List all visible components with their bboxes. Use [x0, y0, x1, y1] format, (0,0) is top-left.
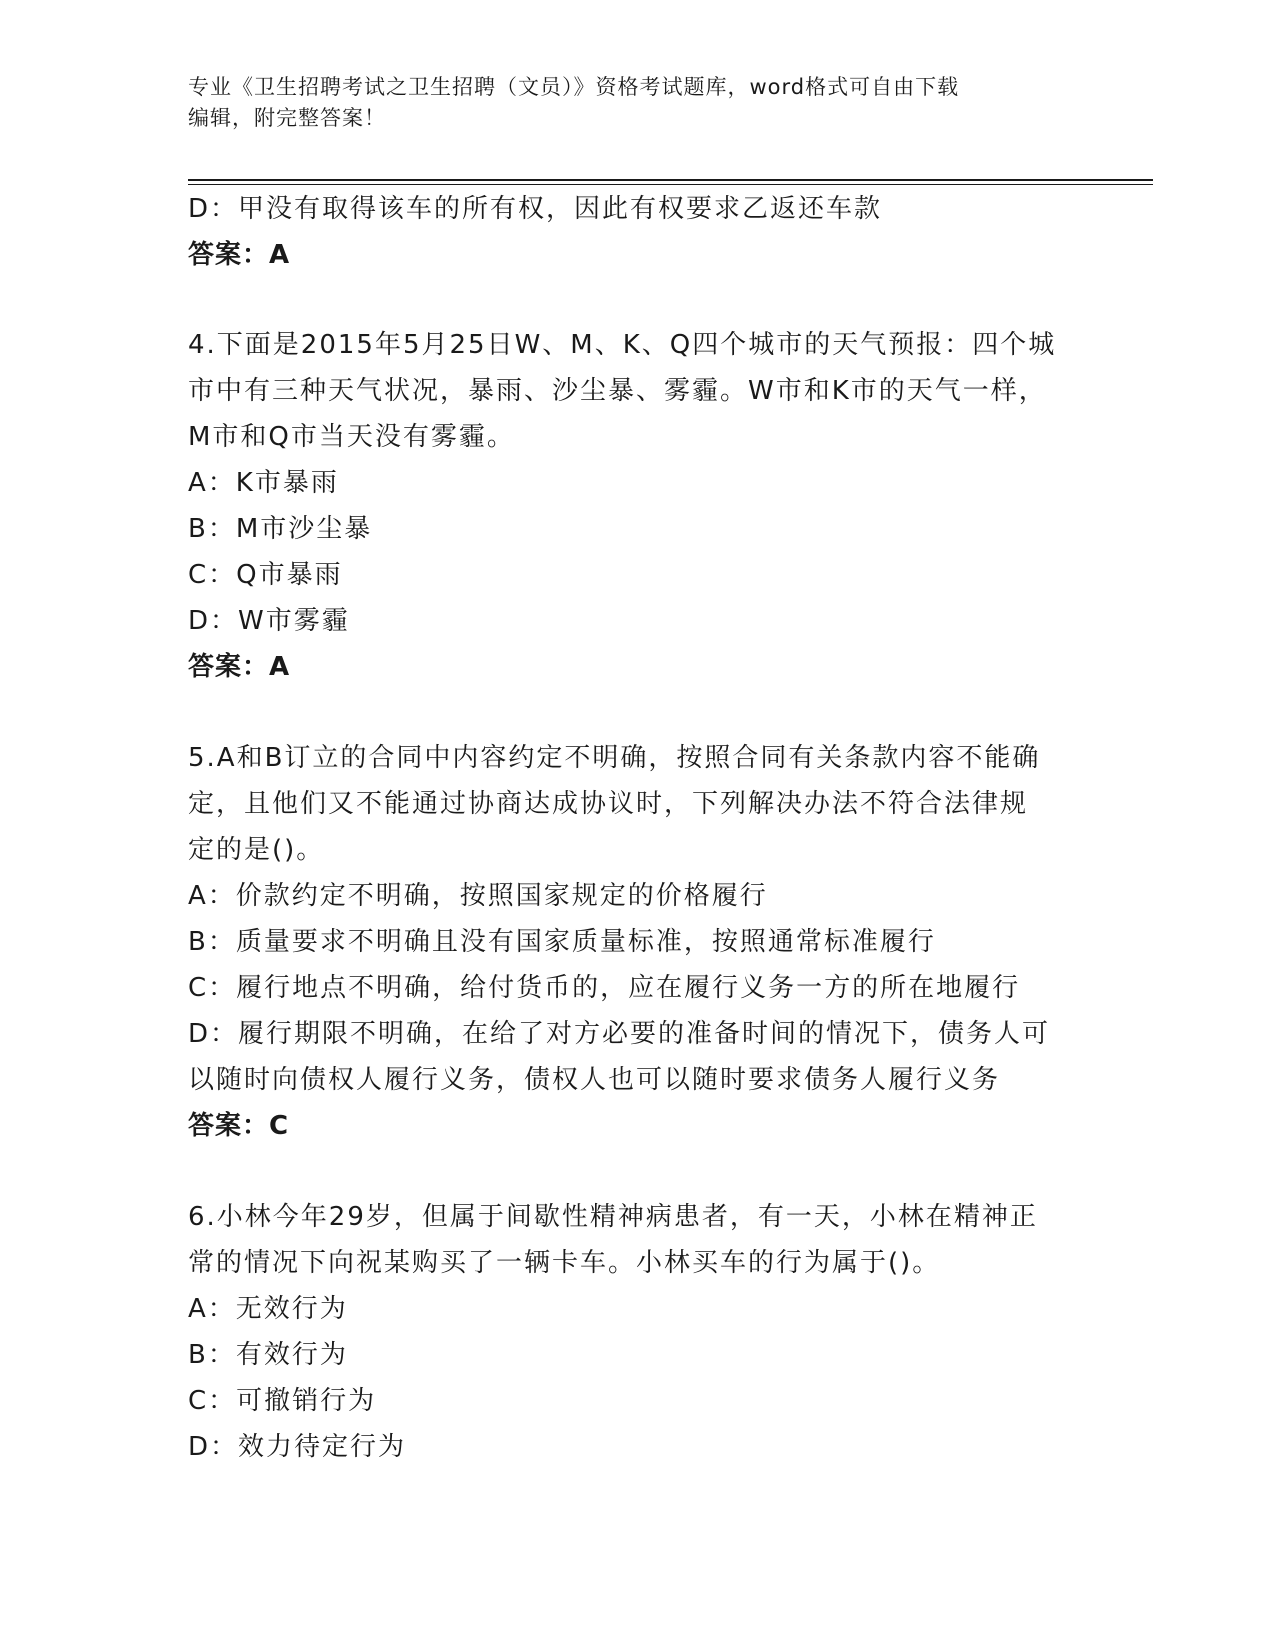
q5-stem-line: 5.A和B订立的合同中内容约定不明确，按照合同有关条款内容不能确 — [188, 743, 1041, 773]
question-6 — [188, 1194, 1088, 1470]
header-rule-thick — [188, 179, 1153, 181]
q6-option-c: C：可撤销行为 — [188, 1386, 377, 1416]
q4-option-a: A：K市暴雨 — [188, 468, 339, 498]
prev-answer: 答案：A — [188, 240, 291, 270]
q5-stem-line: 定的是()。 — [188, 835, 325, 865]
question-4 — [188, 322, 1088, 690]
prev-option-d: D：甲没有取得该车的所有权，因此有权要求乙返还车款 — [188, 194, 883, 224]
q6-stem-line: 6.小林今年29岁，但属于间歇性精神病患者，有一天，小林在精神正 — [188, 1202, 1038, 1232]
header-line-2: 编辑，附完整答案！ — [188, 106, 386, 130]
q4-option-b: B：M市沙尘暴 — [188, 514, 373, 544]
q4-stem-line: 4.下面是2015年5月25日W、M、K、Q四个城市的天气预报：四个城 — [188, 330, 1057, 360]
q4-option-c: C：Q市暴雨 — [188, 560, 343, 590]
document-header — [188, 72, 1088, 134]
question-content — [188, 186, 1088, 1470]
q4-stem-line: 市中有三种天气状况，暴雨、沙尘暴、雾霾。W市和K市的天气一样， — [188, 376, 1047, 406]
q6-option-a: A：无效行为 — [188, 1294, 348, 1324]
q5-option-b: B：质量要求不明确且没有国家质量标准，按照通常标准履行 — [188, 927, 936, 957]
q5-option-d-cont: 以随时向债权人履行义务，债权人也可以随时要求债务人履行义务 — [188, 1065, 1001, 1095]
header-line-1: 专业《卫生招聘考试之卫生招聘（文员）》资格考试题库，word格式可自由下载 — [188, 75, 960, 99]
q5-option-c: C：履行地点不明确，给付货币的，应在履行义务一方的所在地履行 — [188, 973, 1021, 1003]
q5-stem-line: 定，且他们又不能通过协商达成协议时，下列解决办法不符合法律规 — [188, 789, 1029, 819]
question-5 — [188, 735, 1088, 1149]
q5-answer: 答案：C — [188, 1111, 290, 1141]
q6-option-b: B：有效行为 — [188, 1340, 348, 1370]
q6-option-d: D：效力待定行为 — [188, 1432, 407, 1462]
q4-option-d: D：W市雾霾 — [188, 606, 350, 636]
q5-option-d: D：履行期限不明确，在给了对方必要的准备时间的情况下，债务人可 — [188, 1019, 1051, 1049]
q5-option-a: A：价款约定不明确，按照国家规定的价格履行 — [188, 881, 768, 911]
header-rule-thin — [188, 184, 1153, 185]
q4-answer: 答案：A — [188, 652, 291, 682]
q6-stem-line: 常的情况下向祝某购买了一辆卡车。小林买车的行为属于()。 — [188, 1248, 941, 1278]
q4-stem-line: M市和Q市当天没有雾霾。 — [188, 422, 515, 452]
